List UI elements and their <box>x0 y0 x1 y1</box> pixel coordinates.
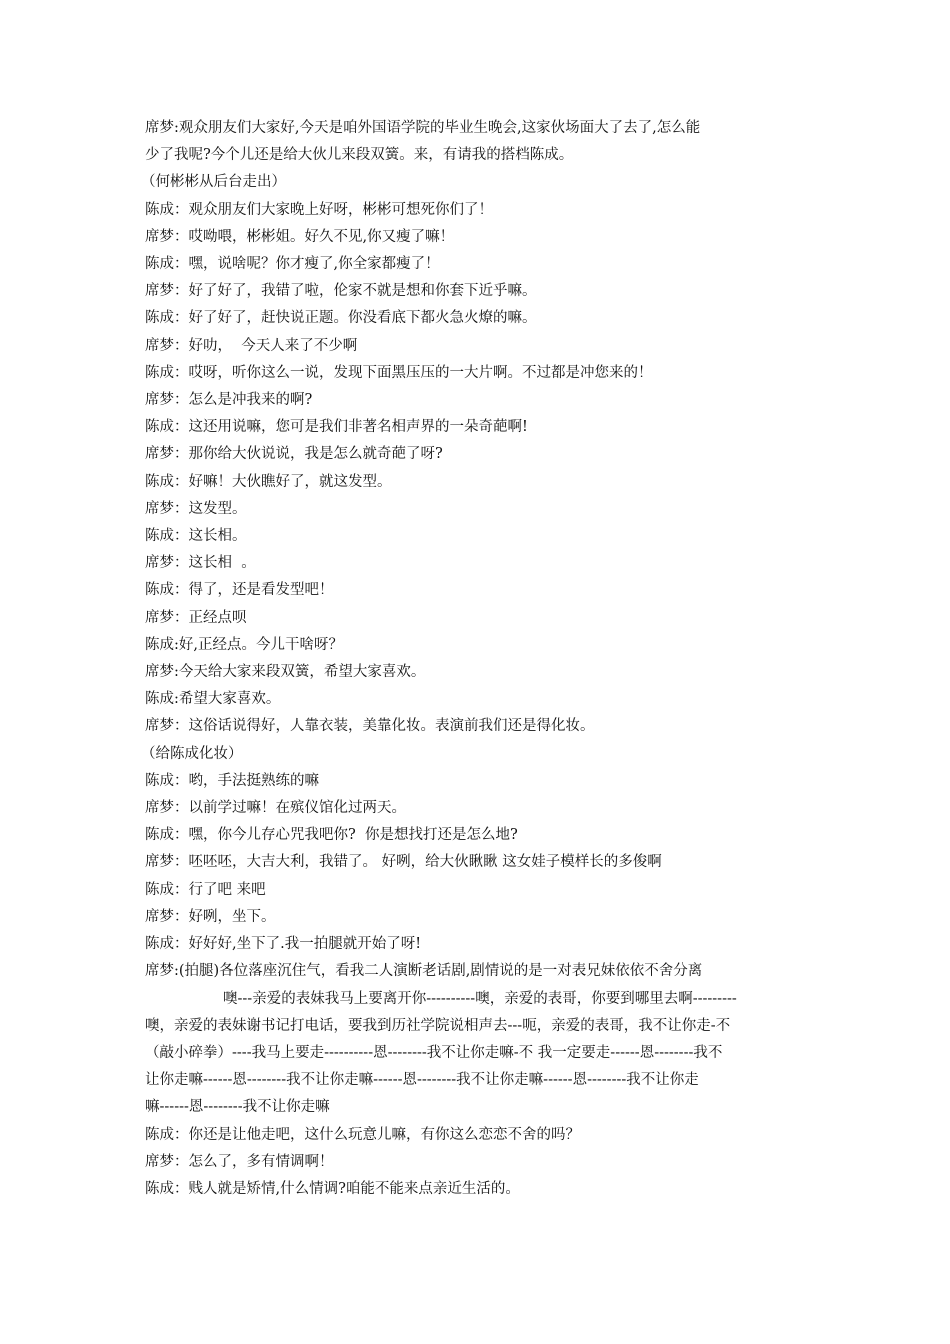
dialogue-line: 陈成：好了好了，赶快说正题。你没看底下都火急火燎的嘛。 <box>145 310 537 327</box>
script-document <box>141 115 813 1203</box>
dialogue-line: 陈成：哟，手法挺熟练的嘛 <box>145 772 319 789</box>
dialogue-line: 席梦：正经点呗 <box>145 609 247 626</box>
dialogue-line: 陈成：观众朋友们大家晚上好呀，彬彬可想死你们了！ <box>145 201 493 218</box>
dialogue-continuation: （敲小碎拳）----我马上要走----------恩--------我不让你走嘛-不 我一定要走------恩--------我不 <box>145 1044 723 1061</box>
dialogue-line: 陈成：好好好,坐下了.我一拍腿就开始了呀! <box>145 936 422 953</box>
dialogue-continuation: 噢---亲爱的表妹我马上要离开你----------噢，亲爱的表哥，你要到哪里去啊--------- <box>223 990 737 1007</box>
dialogue-line: 席梦:今天给大家来段双簧，希望大家喜欢。 <box>145 664 426 681</box>
dialogue-line: 席梦：那你给大伙说说，我是怎么就奇葩了呀? <box>145 446 443 463</box>
dialogue-line: 席梦：这长相 。 <box>145 555 256 572</box>
dialogue-line: 陈成：你还是让他走吧，这什么玩意儿嘛，有你这么恋恋不舍的吗？ <box>145 1126 580 1143</box>
dialogue-line: 陈成：这长相。 <box>145 528 247 545</box>
dialogue-line: 陈成：哎呀，听你这么一说，发现下面黑压压的一大片啊。不过都是冲您来的！ <box>145 364 653 381</box>
stage-direction: （何彬彬从后台走出） <box>141 174 286 191</box>
dialogue-continuation: 让你走嘛------恩--------我不让你走嘛------恩--------我不让你走嘛------恩--------我不让你走 <box>145 1072 699 1089</box>
dialogue-line: 席梦：哎呦喂，彬彬姐。好久不见,你又瘦了嘛！ <box>145 228 455 245</box>
dialogue-line: 少了我呢?今个儿还是给大伙儿来段双簧。来，有请我的搭档陈成。 <box>145 147 574 164</box>
dialogue-line: 席梦：好叻， 今天人来了不少啊 <box>145 337 358 354</box>
dialogue-line: 席梦：这俗话说得好，人靠衣装，美靠化妆。表演前我们还是得化妆。 <box>145 718 595 735</box>
dialogue-line: 席梦：怎么是冲我来的啊? <box>145 392 313 409</box>
dialogue-continuation: 噢，亲爱的表妹谢书记打电话，要我到历社学院说相声去---呃，亲爱的表哥，我不让你走-不 <box>145 1017 731 1034</box>
dialogue-line: 席梦：这发型。 <box>145 500 247 517</box>
dialogue-continuation: 嘛------恩--------我不让你走嘛 <box>145 1099 330 1116</box>
dialogue-line: 席梦:(拍腿)各位落座沉住气，看我二人演断老话剧,剧情说的是一对表兄妹依依不舍分离 <box>145 963 703 980</box>
stage-direction: （给陈成化妆） <box>141 745 243 762</box>
dialogue-line: 陈成：贱人就是矫情,什么情调?咱能不能来点亲近生活的。 <box>145 1180 520 1197</box>
dialogue-line: 席梦：怎么了，多有情调啊！ <box>145 1153 334 1170</box>
dialogue-line: 陈成：好嘛！大伙瞧好了，就这发型。 <box>145 473 392 490</box>
dialogue-line: 陈成：嘿，说啥呢？你才瘦了,你全家都瘦了！ <box>145 256 440 273</box>
dialogue-line: 陈成：嘿，你今儿存心咒我吧你? 你是想找打还是怎么地? <box>145 827 518 844</box>
dialogue-line: 陈成:好,正经点。今儿干啥呀？ <box>145 636 343 653</box>
dialogue-line: 陈成：这还用说嘛，您可是我们非著名相声界的一朵奇葩啊! <box>145 419 528 436</box>
dialogue-line: 席梦：呸呸呸，大吉大利，我错了。 好咧，给大伙瞅瞅 这女娃子模样长的多俊啊 <box>145 854 662 871</box>
dialogue-line: 席梦：好了好了，我错了啦，伦家不就是想和你套下近乎嘛。 <box>145 283 537 300</box>
dialogue-line: 陈成：得了，还是看发型吧！ <box>145 582 334 599</box>
dialogue-line: 席梦：好咧，坐下。 <box>145 908 276 925</box>
dialogue-line: 席梦:观众朋友们大家好,今天是咱外国语学院的毕业生晚会,这家伙场面大了去了,怎么能 <box>145 120 701 136</box>
dialogue-line: 陈成：行了吧 来吧 <box>145 881 266 898</box>
dialogue-line: 席梦：以前学过嘛！在殡仪馆化过两天。 <box>145 800 406 817</box>
dialogue-line: 陈成:希望大家喜欢。 <box>145 691 281 708</box>
